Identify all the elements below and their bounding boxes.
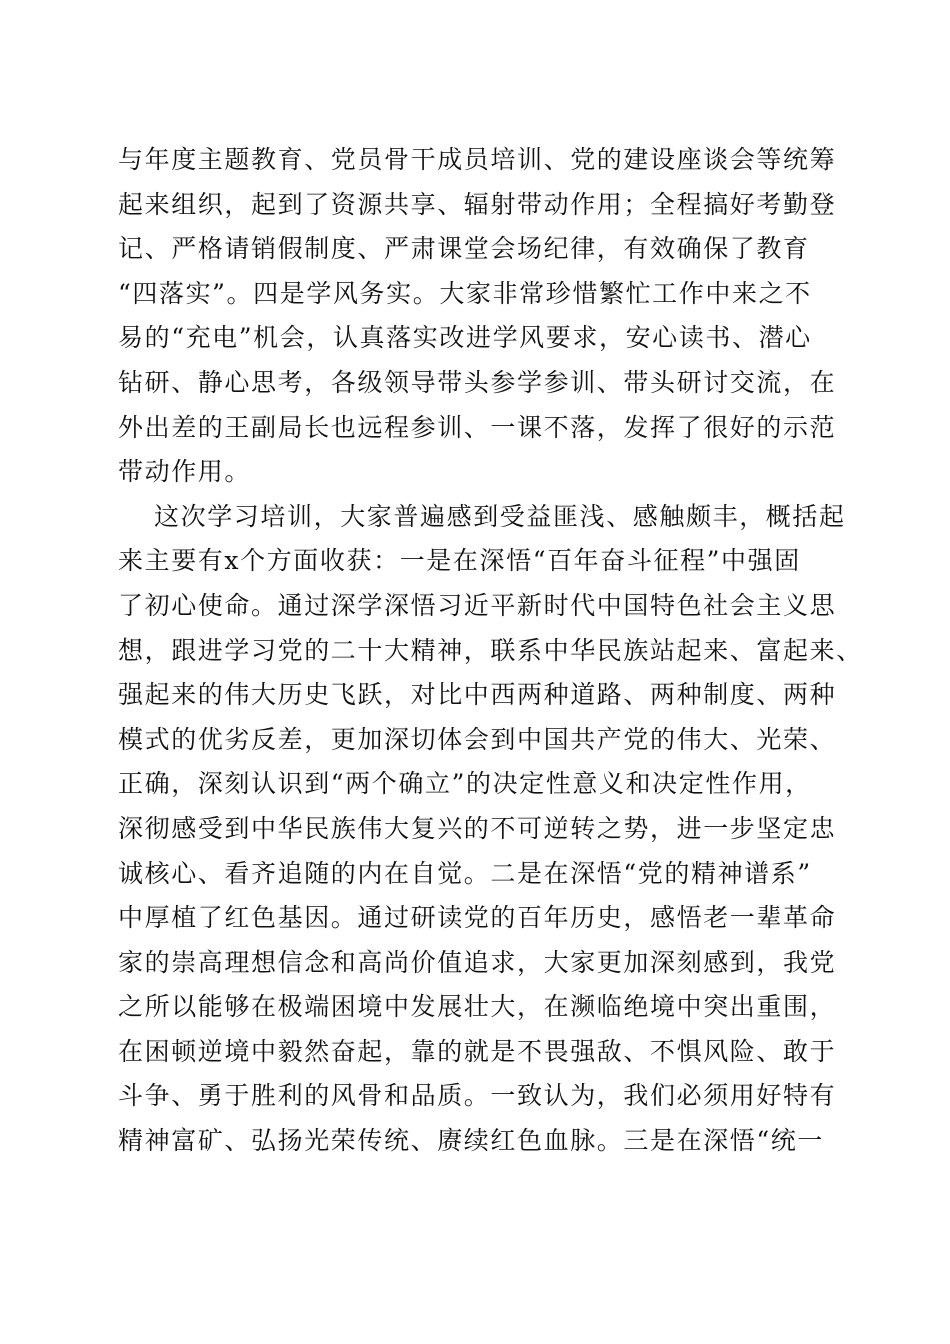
text-line: 钻研、静心思考，各级领导带头参学参训、带头研讨交流，在 — [118, 367, 837, 397]
text-line: 深彻感受到中华民族伟大复兴的不可逆转之势，进一步坚定忠 — [118, 813, 837, 843]
text-line: “四落实”。四是学风务实。大家非常珍惜繁忙工作中来之不 — [118, 278, 812, 308]
text-line: 易的“充电”机会，认真落实改进学风要求，安心读书、潜心 — [118, 323, 812, 353]
text-line: 之所以能够在极端困境中发展壮大，在濒临绝境中突出重围， — [118, 992, 837, 1022]
text-line: 了初心使命。通过深学深悟习近平新时代中国特色社会主义思 — [118, 590, 837, 620]
text-line: 精神富矿、弘扬光荣传统、赓续红色血脉。三是在深悟“统一 — [118, 1126, 824, 1156]
body-text — [118, 138, 863, 1164]
text-line: 起来组织，起到了资源共享、辐射带动作用；全程搞好考勤登 — [118, 189, 837, 219]
text-line: 模式的优劣反差，更加深切体会到中国共产党的伟大、光荣、 — [118, 724, 837, 754]
text-line: 斗争、勇于胜利的风骨和品质。一致认为，我们必须用好特有 — [118, 1081, 837, 1111]
text-line: 外出差的王副局长也远程参训、一课不落，发挥了很好的示范 — [118, 412, 837, 442]
text-line: 正确，深刻认识到“两个确立”的决定性意义和决定性作用， — [118, 769, 812, 799]
text-line: 强起来的伟大历史飞跃，对比中西两种道路、两种制度、两种 — [118, 680, 837, 710]
text-line: 带动作用。 — [118, 457, 252, 487]
text-line: 记、严格请销假制度、严肃课堂会场纪律，有效确保了教育 — [118, 234, 810, 264]
paragraph-first-line: 这次学习培训，大家普遍感到受益匪浅、感触颇丰，概括起 — [154, 501, 846, 531]
text-line: 诚核心、看齐追随的内在自觉。二是在深悟“党的精神谱系” — [118, 858, 812, 888]
text-line: 家的崇高理想信念和高尚价值追求，大家更加深刻感到，我党 — [118, 947, 837, 977]
text-line: 在困顿逆境中毅然奋起，靠的就是不畏强敌、不惧风险、敢于 — [118, 1036, 837, 1066]
text-line: 与年度主题教育、党员骨干成员培训、党的建设座谈会等统筹 — [118, 145, 837, 174]
text-line: 中厚植了红色基因。通过研读党的百年历史，感悟老一辈革命 — [118, 903, 837, 933]
text-line: 想，跟进学习党的二十大精神，联系中华民族站起来、富起来、 — [118, 635, 863, 665]
text-line: 来主要有x个方面收获：一是在深悟“百年奋斗征程”中强固 — [118, 546, 801, 576]
